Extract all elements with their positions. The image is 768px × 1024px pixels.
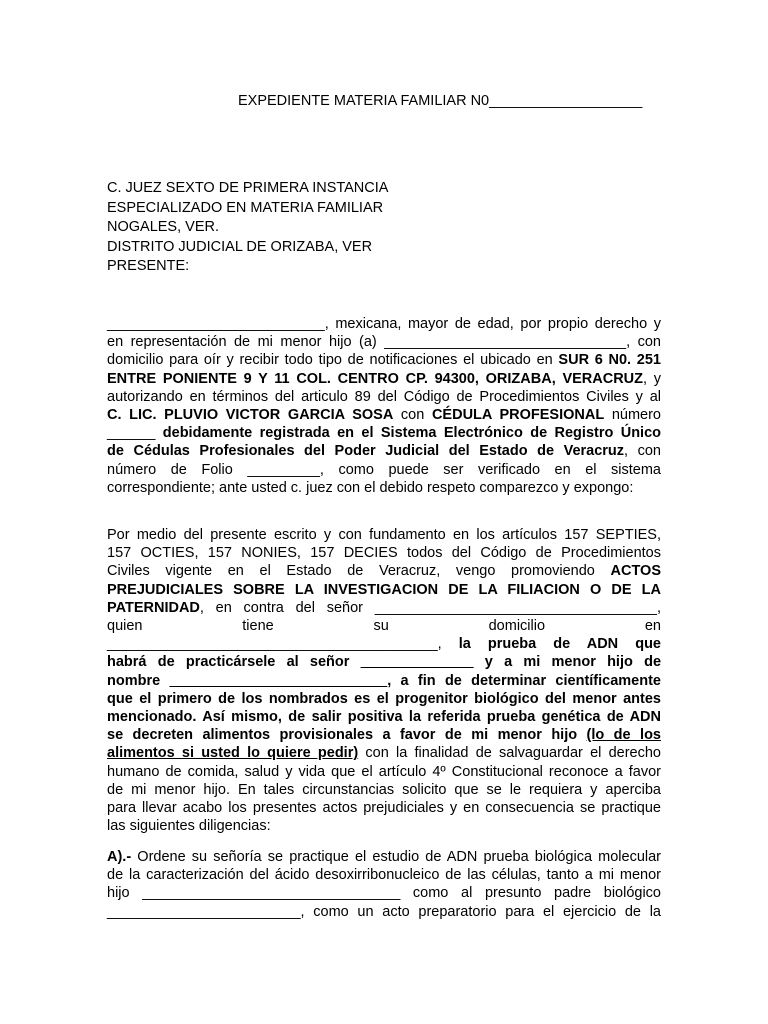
text-line: Civiles vigente en el Estado de Veracruz, vengo promoviendo ACTOS bbox=[107, 563, 661, 580]
text-line: en representación de mi menor hijo (a) ______________________________, con bbox=[107, 334, 661, 351]
text-line: PATERNIDAD, en contra del señor ___________________________________, bbox=[107, 599, 661, 616]
text-line: PREJUDICIALES SOBRE LA INVESTIGACION DE LA FILIACION O DE LA bbox=[107, 581, 661, 598]
text-line: quien tiene su domicilio en bbox=[107, 618, 661, 635]
address-bold: SUR 6 N0. 251 bbox=[558, 352, 661, 369]
text-line: de Cédulas Profesionales del Poder Judicial del Estado de Veracruz, con bbox=[107, 443, 661, 460]
text-line: se decreten alimentos provisionales a favor de mi menor hijo (lo de los bbox=[107, 727, 661, 744]
addressee-line: ESPECIALIZADO EN MATERIA FAMILIAR bbox=[107, 199, 384, 216]
text-line: ________________________, como un acto preparatorio para el ejercicio de la bbox=[107, 903, 661, 920]
address-bold: ENTRE PONIENTE 9 Y 11 COL. CENTRO CP. 94300, ORIZABA, VERACRUZ bbox=[107, 370, 643, 387]
text-line: número de Folio _________, como puede ser verificado en el sistema bbox=[107, 461, 661, 478]
addressee-line: PRESENTE: bbox=[107, 258, 190, 274]
addressee-block bbox=[107, 179, 388, 277]
text-line: ______ debidamente registrada en el Sistema Electrónico de Registro Único bbox=[107, 425, 661, 442]
text-line: humano de comida, salud y vida que el artículo 4º Constitucional reconoce a favor bbox=[107, 763, 661, 780]
diligence-a-paragraph bbox=[107, 848, 661, 921]
addressee-line: NOGALES, VER. bbox=[107, 219, 220, 235]
item-marker: A).- bbox=[107, 849, 132, 865]
text-line: A).- Ordene su señoría se practique el estudio de ADN prueba biológica molecular bbox=[107, 849, 661, 865]
lawyer-name: C. LIC. PLUVIO VICTOR GARCIA SOSA bbox=[107, 407, 394, 424]
text-line: habrá de practicársele al señor ______________ y a mi menor hijo de bbox=[107, 654, 662, 671]
text-line: 157 OCTIES, 157 NONIES, 157 DECIES todos del Código de Procedimientos bbox=[107, 545, 661, 562]
text-line: Por medio del presente escrito y con fundamento en los artículos 157 SEPTIES, bbox=[107, 527, 661, 543]
text-line: que el primero de los nombrados es el progenitor biológico del menor antes bbox=[107, 690, 661, 707]
text-line: nombre ___________________________, a fin de determinar científicamente bbox=[107, 672, 661, 689]
text-line: mencionado. Así mismo, de salir positiva la referida prueba genética de ADN bbox=[107, 709, 661, 726]
text-line: para llevar acabo los presentes actos prejudiciales y en consecuencia se practique bbox=[107, 800, 661, 817]
cedula-label: CÉDULA PROFESIONAL bbox=[431, 407, 605, 424]
addressee-line: DISTRITO JUDICIAL DE ORIZABA, VER bbox=[107, 238, 373, 255]
text-line: domicilio para oír y recibir todo tipo de notificaciones el ubicado en SUR 6 N0. 251 bbox=[107, 352, 661, 369]
text-line: de la caracterización del ácido desoxirribonucleico de las células, tanto a mi menor bbox=[107, 867, 661, 884]
introduction-paragraph bbox=[107, 315, 661, 497]
text-line: ___________________________, mexicana, mayor de edad, por propio derecho y bbox=[107, 316, 661, 332]
addressee-line: C. JUEZ SEXTO DE PRIMERA INSTANCIA bbox=[107, 180, 389, 196]
case-file-header: EXPEDIENTE MATERIA FAMILIAR N0___________________ bbox=[238, 93, 643, 109]
text-line: ENTRE PONIENTE 9 Y 11 COL. CENTRO CP. 94300, ORIZABA, VERACRUZ, y bbox=[107, 370, 661, 387]
petition-paragraph bbox=[107, 526, 661, 835]
text-line: de mi menor hijo. En tales circunstancias solicito que se le requiera y aperciba bbox=[107, 781, 661, 798]
text-line: hijo ________________________________ como al presunto padre biológico bbox=[107, 885, 661, 902]
text-line: _________________________________________, la prueba de ADN que bbox=[107, 636, 661, 653]
text-line: autorizando en términos del articulo 89 del Código de Procedimientos Civiles y al bbox=[107, 388, 661, 405]
text-line: correspondiente; ante usted c. juez con el debido respeto comparezco y expongo: bbox=[107, 479, 634, 496]
text-line: las siguientes diligencias: bbox=[107, 818, 271, 835]
text-line: alimentos si usted lo quiere pedir) con la finalidad de salvaguardar el derecho bbox=[107, 745, 661, 762]
text-line: C. LIC. PLUVIO VICTOR GARCIA SOSA con CÉDULA PROFESIONAL número bbox=[107, 407, 661, 424]
